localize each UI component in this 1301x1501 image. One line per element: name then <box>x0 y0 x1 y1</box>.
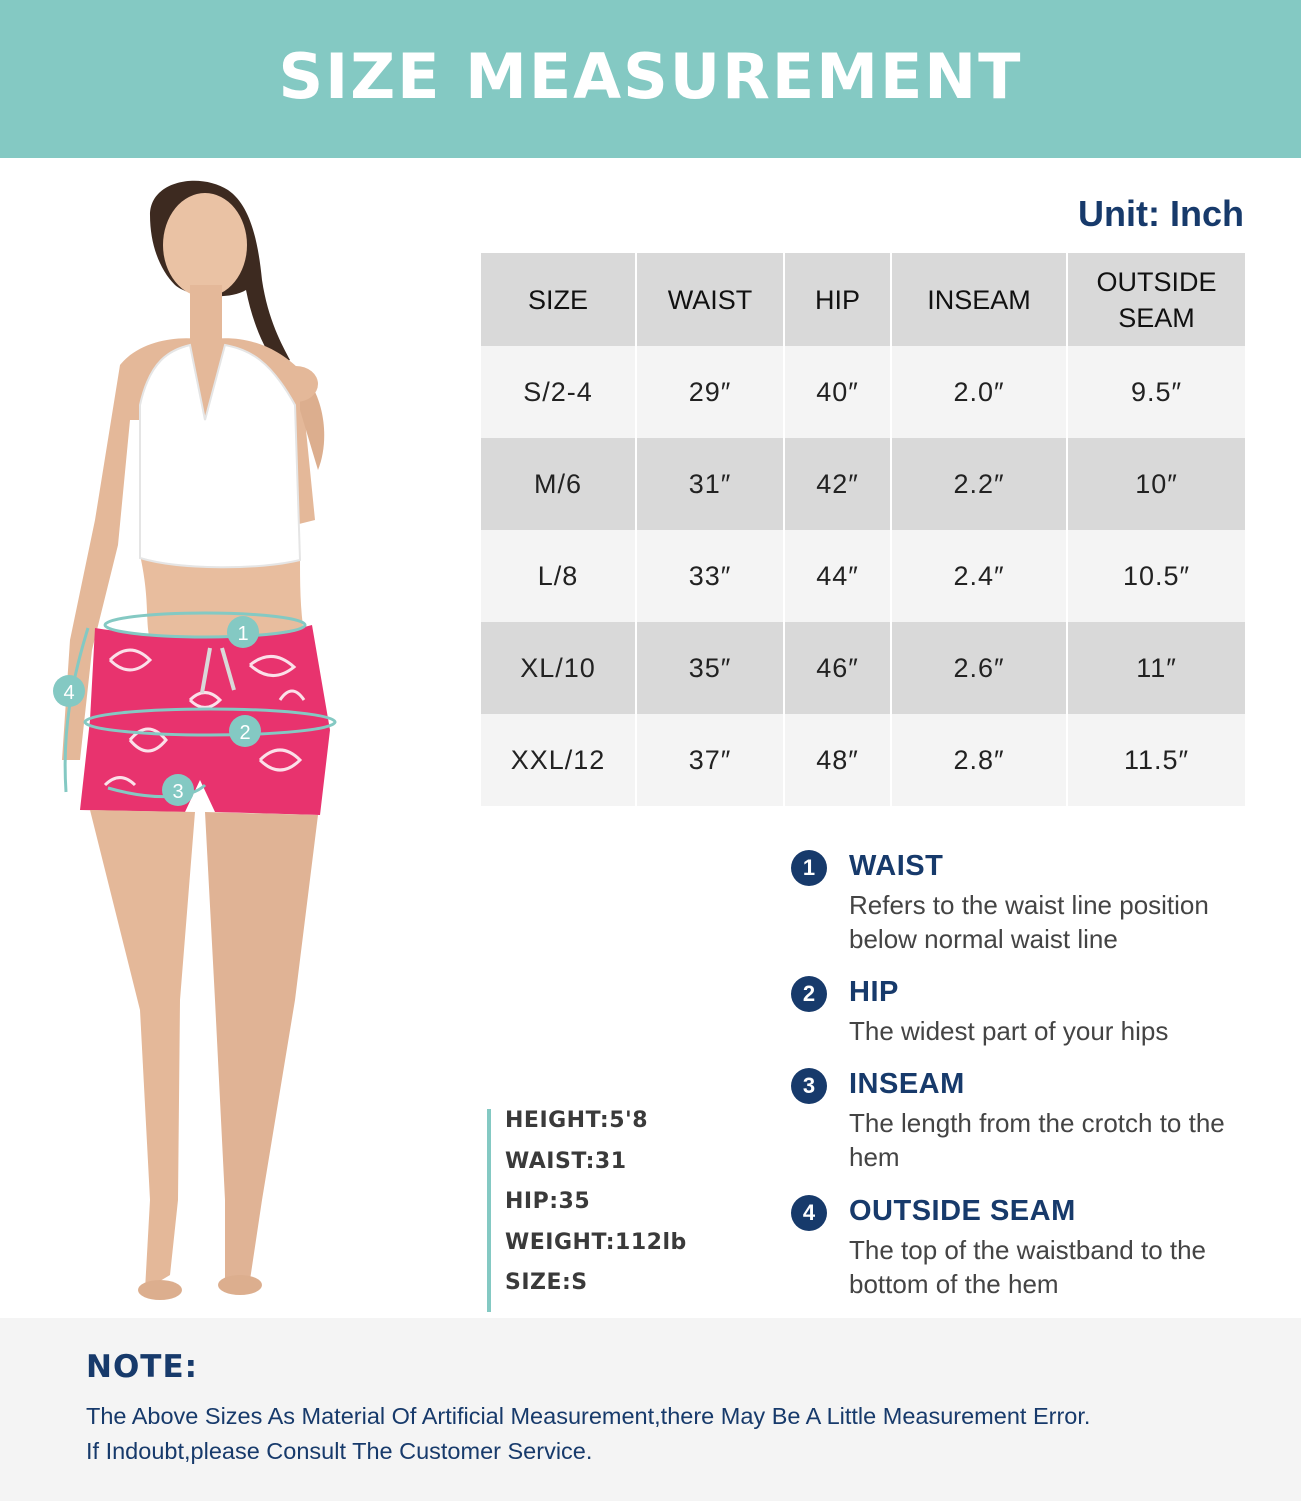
cell-hip: 40″ <box>784 346 891 438</box>
cell-hip: 44″ <box>784 530 891 622</box>
size-chart-table <box>481 253 1245 806</box>
cell-hip: 48″ <box>784 714 891 806</box>
cell-inseam: 2.2″ <box>891 438 1067 530</box>
cell-size: S/2-4 <box>481 346 636 438</box>
cell-outside-seam: 10″ <box>1067 438 1245 530</box>
model-hip: HIP:35 <box>505 1189 591 1214</box>
header-size: SIZE <box>481 253 636 346</box>
header-hip: HIP <box>784 253 891 346</box>
cell-waist: 37″ <box>636 714 784 806</box>
header-waist: WAIST <box>636 253 784 346</box>
table-row <box>481 438 1245 530</box>
legend-title: HIP <box>849 976 899 1008</box>
cell-inseam: 2.8″ <box>891 714 1067 806</box>
model-height: HEIGHT:5'8 <box>505 1108 649 1133</box>
cell-waist: 29″ <box>636 346 784 438</box>
table-row <box>481 530 1245 622</box>
note-text-line-2: If Indoubt,please Consult The Customer Service. <box>86 1438 593 1464</box>
cell-size: L/8 <box>481 530 636 622</box>
table-header-row <box>481 253 1245 346</box>
cell-size: M/6 <box>481 438 636 530</box>
number-badge-icon: 1 <box>791 850 827 886</box>
number-badge-icon: 4 <box>791 1195 827 1231</box>
model-photo <box>30 170 450 1310</box>
cell-inseam: 2.0″ <box>891 346 1067 438</box>
legend-description: The widest part of your hips <box>849 1016 1169 1046</box>
number-badge-icon: 3 <box>791 1068 827 1104</box>
measure-marker-4 <box>53 675 85 707</box>
model-weight: WEIGHT:112lb <box>505 1229 687 1255</box>
cell-waist: 31″ <box>636 438 784 530</box>
cell-hip: 46″ <box>784 622 891 714</box>
cell-waist: 35″ <box>636 622 784 714</box>
note-title: NOTE: <box>86 1349 199 1385</box>
measure-marker-1 <box>227 616 259 648</box>
measure-marker-2 <box>229 715 261 747</box>
note-text-line-1: The Above Sizes As Material Of Artificial Measurement,there May Be A Little Measurement Error. <box>86 1403 1091 1429</box>
cell-outside-seam: 10.5″ <box>1067 530 1245 622</box>
table-row <box>481 714 1245 806</box>
cell-outside-seam: 11″ <box>1067 622 1245 714</box>
cell-size: XL/10 <box>481 622 636 714</box>
cell-size: XXL/12 <box>481 714 636 806</box>
header-banner <box>0 0 1301 158</box>
header-outside-seam: OUTSIDE SEAM <box>1067 253 1245 346</box>
legend-title: INSEAM <box>849 1068 965 1100</box>
model-stats <box>487 1109 687 1312</box>
table-row <box>481 346 1245 438</box>
model-waist: WAIST:31 <box>505 1148 627 1174</box>
svg-text:4: 4 <box>63 682 75 704</box>
header-inseam: INSEAM <box>891 253 1067 346</box>
unit-label: Unit: Inch <box>1078 193 1244 234</box>
page-title: SIZE MEASUREMENT <box>278 40 1023 113</box>
cell-inseam: 2.6″ <box>891 622 1067 714</box>
legend-description: Refers to the waist line position below normal waist line <box>849 890 1209 954</box>
legend-description: The top of the waistband to the bottom of the hem <box>849 1235 1207 1299</box>
cell-outside-seam: 11.5″ <box>1067 714 1245 806</box>
svg-text:1: 1 <box>237 623 249 645</box>
model-size: SIZE:S <box>505 1270 588 1295</box>
cell-outside-seam: 9.5″ <box>1067 346 1245 438</box>
legend-description: The length from the crotch to the hem <box>849 1108 1225 1172</box>
measure-marker-3 <box>162 774 194 806</box>
svg-text:3: 3 <box>172 781 184 803</box>
svg-text:2: 2 <box>239 722 251 744</box>
number-badge-icon: 2 <box>791 976 827 1012</box>
legend-title: OUTSIDE SEAM <box>849 1195 1076 1227</box>
cell-inseam: 2.4″ <box>891 530 1067 622</box>
cell-hip: 42″ <box>784 438 891 530</box>
cell-waist: 33″ <box>636 530 784 622</box>
legend-title: WAIST <box>849 850 944 882</box>
table-row <box>481 622 1245 714</box>
